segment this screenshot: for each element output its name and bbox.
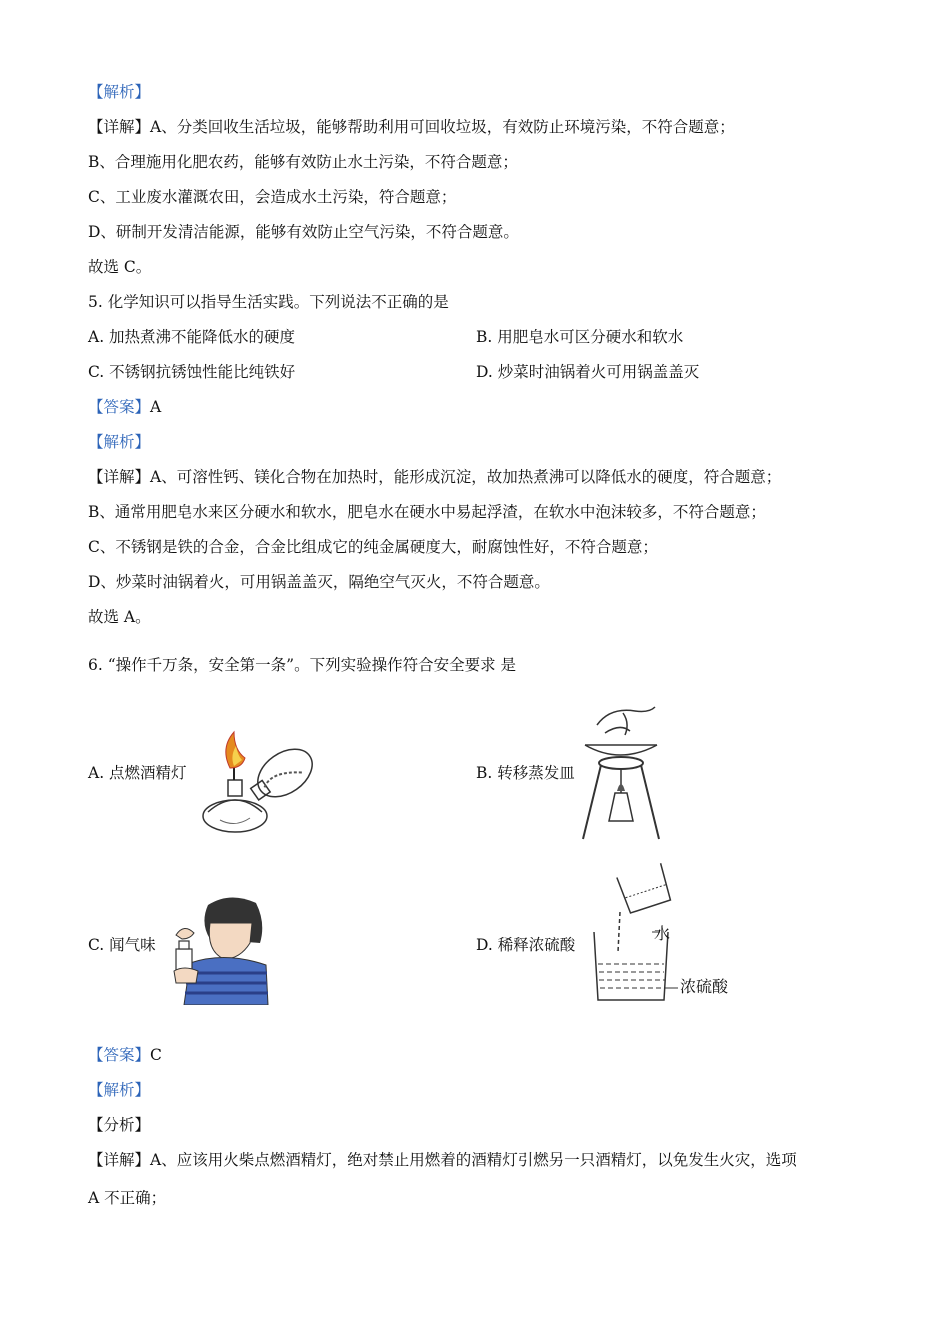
q6-answer bbox=[88, 1045, 162, 1065]
water-label: 水 bbox=[654, 924, 671, 943]
detail-continuation: A 不正确； bbox=[88, 1189, 167, 1207]
detail-line-b: B、合理施用化肥农药，能够有效防止水土污染，不符合题意； bbox=[88, 153, 518, 171]
q5-option-b: B. 用肥皂水可区分硬水和软水 bbox=[476, 328, 684, 346]
q5-option-a: A. 加热煮沸不能降低水的硬度 bbox=[88, 328, 296, 346]
fenxi-heading: 【分析】 bbox=[88, 1116, 151, 1134]
detail-paragraph bbox=[88, 1150, 797, 1170]
answer-tag: 【答案】 bbox=[88, 1046, 151, 1064]
detail-text: A、分类回收生活垃圾，能够帮助利用可回收垃圾，有效防止环境污染，不符合题意； bbox=[150, 118, 735, 136]
detail-line-d: D、炒菜时油锅着火，可用锅盖盖灭，隔绝空气灭火，不符合题意。 bbox=[88, 573, 550, 591]
detail-line-b: B、通常用肥皂水来区分硬水和软水，肥皂水在硬水中易起浮渣，在软水中泡沫较多，不符合题意； bbox=[88, 503, 766, 521]
q6-option-d: D. 稀释浓硫酸 bbox=[476, 936, 576, 954]
q6-option-b: B. 转移蒸发皿 bbox=[476, 764, 575, 782]
answer-value: A bbox=[150, 398, 162, 416]
alcohol-lamp-figure bbox=[190, 728, 330, 838]
question-5-stem: 5. 化学知识可以指导生活实践。下列说法不正确的是 bbox=[88, 293, 449, 311]
evaporating-dish-figure bbox=[575, 703, 665, 843]
detail-text: A、可溶性钙、镁化合物在加热时，能形成沉淀，故加热煮沸可以降低水的硬度，符合题意； bbox=[150, 468, 782, 486]
detail-tag: 【详解】 bbox=[88, 1151, 151, 1169]
analysis-heading: 【解析】 bbox=[88, 83, 151, 101]
q6-option-c: C. 闻气味 bbox=[88, 936, 156, 954]
answer-value: C bbox=[150, 1046, 162, 1064]
conclusion: 故选 A。 bbox=[88, 608, 151, 626]
detail-paragraph bbox=[88, 117, 735, 137]
acid-label: 浓硫酸 bbox=[680, 977, 729, 996]
question-6-stem: 6. “操作千万条，安全第一条”。下列实验操作符合安全要求 是 bbox=[88, 656, 516, 674]
detail-tag: 【详解】 bbox=[88, 118, 151, 136]
q5-answer bbox=[88, 397, 161, 417]
conclusion: 故选 C。 bbox=[88, 258, 152, 276]
detail-text: A、应该用火柴点燃酒精灯，绝对禁止用燃着的酒精灯引燃另一只酒精灯，以免发生火灾，选项 bbox=[150, 1151, 797, 1169]
analysis-heading: 【解析】 bbox=[88, 433, 151, 451]
detail-paragraph bbox=[88, 467, 781, 487]
smelling-gas-figure bbox=[170, 893, 270, 1005]
q5-option-c: C. 不锈钢抗锈蚀性能比纯铁好 bbox=[88, 363, 296, 381]
detail-line-c: C、不锈钢是铁的合金，合金比组成它的纯金属硬度大，耐腐蚀性好，不符合题意； bbox=[88, 538, 658, 556]
q6-option-a: A. 点燃酒精灯 bbox=[88, 764, 187, 782]
answer-tag: 【答案】 bbox=[88, 398, 151, 416]
detail-tag: 【详解】 bbox=[88, 468, 151, 486]
detail-line-c: C、工业废水灌溉农田，会造成水土污染，符合题意； bbox=[88, 188, 457, 206]
q5-option-d: D. 炒菜时油锅着火可用锅盖盖灭 bbox=[476, 363, 700, 381]
analysis-heading: 【解析】 bbox=[88, 1081, 151, 1099]
detail-line-d: D、研制开发清洁能源，能够有效防止空气污染，不符合题意。 bbox=[88, 223, 519, 241]
